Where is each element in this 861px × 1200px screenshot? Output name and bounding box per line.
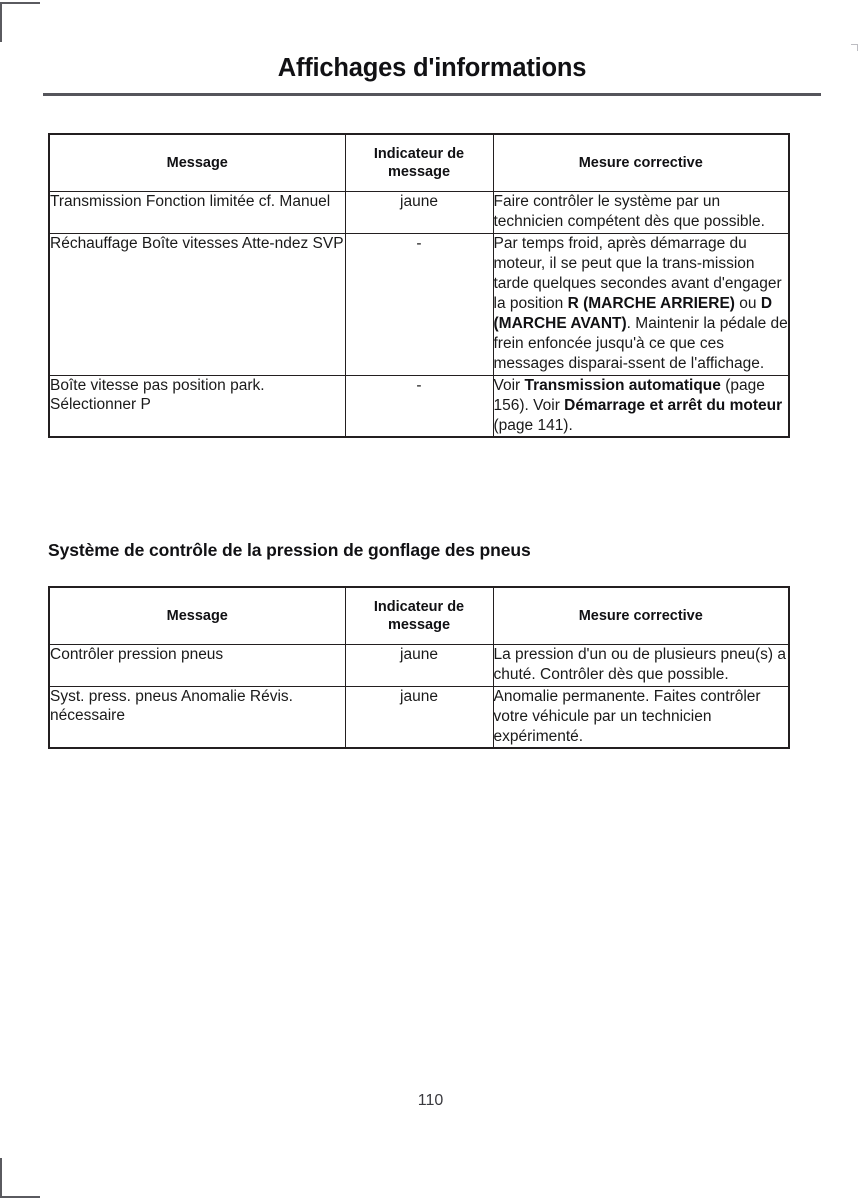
cell-message: Syst. press. pneus Anomalie Révis. nécessaire [49,686,345,748]
cell-message: Réchauffage Boîte vitesses Atte-ndez SVP [49,233,345,375]
table-row [49,686,789,748]
action-text-part1: Par temps froid, après démarrage du moteur, il se peut que la trans-mission tarde quelques secondes avant d'engager la position [493,234,782,312]
action-emphasis-drive: D (MARCHE AVANT) [493,294,773,333]
column-header-action: Mesure corrective [493,587,789,645]
cell-indicator: jaune [345,192,493,233]
table-row [49,375,789,437]
cell-action [493,375,789,437]
crossref-link-demarrage-arret-moteur[interactable]: Démarrage et arrêt du moteur [564,396,783,414]
crossref-page-1: (page 156). [493,376,765,414]
column-header-indicator-line2: message [387,164,451,181]
crossref-page-2: (page 141). [493,416,573,434]
cell-action [493,233,789,375]
table-row [49,192,789,233]
column-header-indicator-line2: message [387,617,451,634]
title-divider [43,93,821,96]
crop-mark-bottom-left-icon [0,1158,40,1198]
cell-action: Faire contrôler le système par un technicien compétent dès que possible. [493,192,789,233]
cell-indicator: - [345,233,493,375]
column-header-message: Message [49,587,345,645]
page-number: 110 [417,1092,444,1109]
transmission-messages-table [48,133,790,438]
crop-mark-top-right-icon [851,44,858,51]
crop-mark-top-left-icon [0,2,40,42]
table-header-row [49,134,789,192]
cell-message: Contrôler pression pneus [49,645,345,686]
table-header-row [49,587,789,645]
cell-message: Transmission Fonction limitée cf. Manuel [49,192,345,233]
table-row [49,645,789,686]
table-row [49,233,789,375]
column-header-message: Message [49,134,345,192]
cell-action: La pression d'un ou de plusieurs pneu(s) a chuté. Contrôler dès que possible. [493,645,789,686]
column-header-indicator-line1: Indicateur de [373,599,465,615]
section-heading-tpms: Système de contrôle de la pression de gonflage des pneus [48,540,531,560]
column-header-indicator [345,587,493,645]
cell-indicator: - [345,375,493,437]
column-header-indicator [345,134,493,192]
column-header-indicator-line1: Indicateur de [373,146,465,162]
crossref-voir-label-1: Voir [493,376,525,394]
action-text-part2: ou [734,294,761,312]
tpms-messages-table [48,586,790,749]
cell-message: Boîte vitesse pas position park. Sélectionner P [49,375,345,437]
action-emphasis-reverse: R (MARCHE ARRIERE) [567,294,735,312]
page-title: Affichages d'informations [277,54,587,82]
cell-action: Anomalie permanente. Faites contrôler votre véhicule par un technicien expérimenté. [493,686,789,748]
cell-indicator: jaune [345,645,493,686]
cell-indicator: jaune [345,686,493,748]
crossref-voir-label-2: Voir [528,396,565,414]
crossref-link-transmission-automatique[interactable]: Transmission automatique [524,376,721,394]
action-text-part3: . Maintenir la pédale de frein enfoncée jusqu'à ce que ces messages disparai-ssent de l'affichage. [493,315,788,373]
column-header-action: Mesure corrective [493,134,789,192]
